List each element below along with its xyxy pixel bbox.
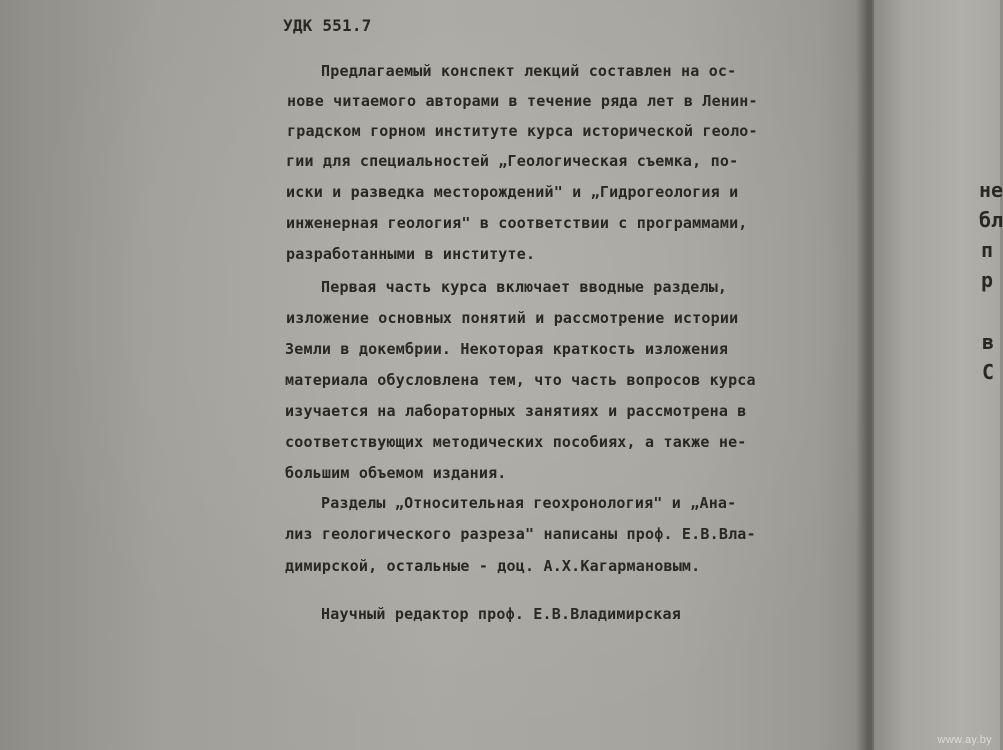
text-line: изучается на лабораторных занятиях и рассмотрена в bbox=[285, 402, 747, 420]
watermark: www.ay.by bbox=[937, 734, 992, 746]
right-page-fragment: р bbox=[981, 268, 994, 292]
text-line: градском горном институте курса исторической геоло- bbox=[287, 122, 758, 140]
text-line: лиз геологического разреза" написаны проф. Е.В.Вла- bbox=[285, 525, 756, 543]
text-line: димирской, остальные - доц. А.Х.Кагармановым. bbox=[285, 557, 701, 575]
text-line: Предлагаемый конспект лекций составлен на ос- bbox=[321, 62, 737, 80]
text-line: большим объемом издания. bbox=[285, 464, 507, 482]
text-line: разработанными в институте. bbox=[286, 245, 536, 263]
text-line: гии для специальностей „Геологическая съемка, по- bbox=[286, 152, 739, 170]
text-line: инженерная геология" в соответствии с программами, bbox=[286, 214, 748, 232]
udk-code: УДК 551.7 bbox=[283, 16, 372, 35]
right-page-fragment: не bbox=[979, 178, 1003, 202]
scientific-editor-line: Научный редактор проф. Е.В.Владимирская bbox=[321, 605, 681, 623]
text-line: иски и разведка месторождений" и „Гидрогеология и bbox=[286, 183, 739, 201]
right-page bbox=[874, 0, 1003, 750]
text-line: материала обусловлена тем, что часть вопросов курса bbox=[285, 371, 756, 389]
text-line: нове читаемого авторами в течение ряда лет в Ленин- bbox=[287, 92, 758, 110]
text-line: Разделы „Относительная геохронология" и „Ана- bbox=[321, 494, 737, 512]
right-page-fragment: в bbox=[982, 330, 995, 354]
right-page-fragment: бл bbox=[979, 208, 1003, 232]
right-page-fragment: С bbox=[982, 360, 995, 384]
text-line: соответствующих методических пособиях, а также не- bbox=[285, 433, 747, 451]
right-page-fragment: п bbox=[981, 238, 994, 262]
text-line: Первая часть курса включает вводные разделы, bbox=[321, 278, 728, 296]
text-line: Земли в докембрии. Некоторая краткость изложения bbox=[285, 340, 729, 358]
text-line: изложение основных понятий и рассмотрение истории bbox=[286, 309, 739, 327]
